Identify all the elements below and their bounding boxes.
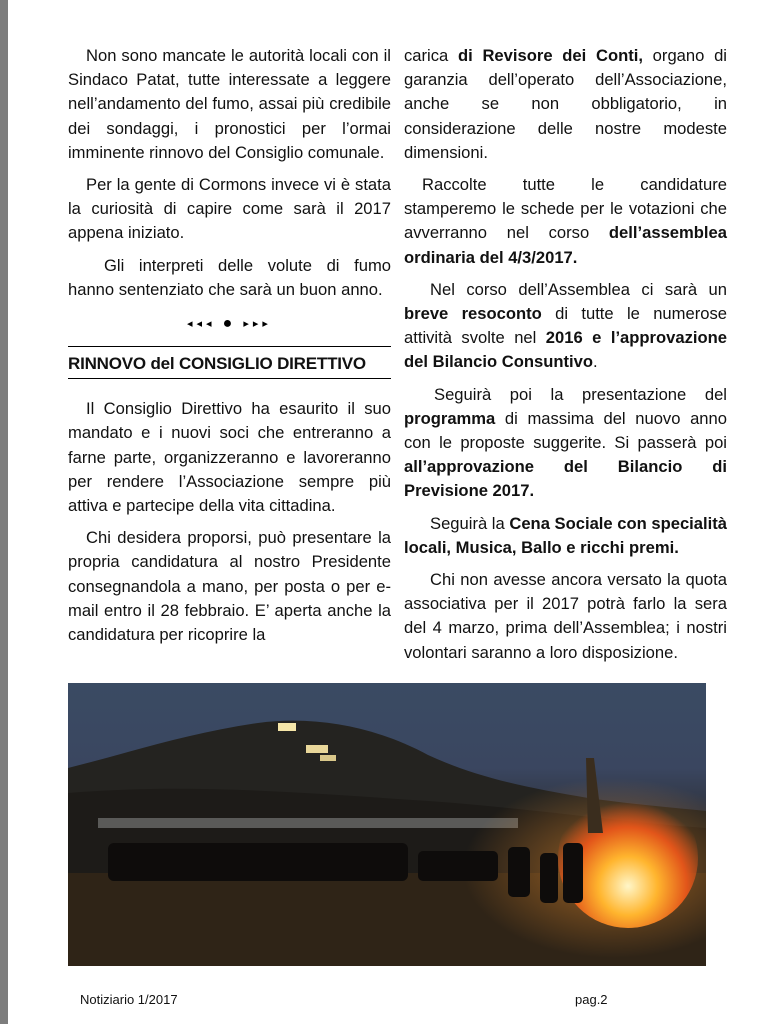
footer-page-number: pag.2 bbox=[575, 992, 608, 1007]
section-ornament bbox=[68, 312, 391, 336]
town-lights bbox=[98, 818, 518, 828]
paragraph-ballots: Raccolte tutte le candidature stamperemo le schede per le votazioni che avverranno nel corso dell’assemblea ordinaria del 4/3/2017. bbox=[404, 175, 727, 267]
page-edge bbox=[0, 0, 8, 1024]
ornament-right-arrows: ▸▸▸ bbox=[243, 318, 272, 331]
left-column bbox=[68, 44, 391, 655]
bonfire-photo-illustration bbox=[68, 683, 706, 966]
ornament-left-arrows: ◂◂◂ bbox=[187, 318, 216, 331]
paragraph-program: Seguirà poi la presentazione del programma di massima del nuovo anno con le proposte suggerite. Si passerà poi all’approvazione del Bilancio di Previsione 2017. bbox=[404, 384, 727, 501]
hill-light bbox=[306, 745, 328, 753]
paragraph-interpreters: Gli interpreti delle volute di fumo hanno sentenziato che sarà un buon anno. bbox=[68, 255, 391, 299]
paragraph-membership: Chi non avesse ancora versato la quota associativa per il 2017 potrà farlo la sera del 4 marzo, prima dell’Assemblea; i nostri volontari saranno a loro disposizione. bbox=[404, 570, 727, 662]
paragraph-candidacy: Chi desidera proporsi, può presentare la propria candidatura al nostro Presidente consegnandola a mano, per posta o per e-mail entro il 28 febbraio. E’ aperta anche la candidatura per ricoprire la bbox=[68, 528, 391, 645]
paragraph-cormons: Per la gente di Cormons invece vi è stata la curiosità di capire come sarà il 2017 appena iniziato. bbox=[68, 175, 391, 243]
paragraph-dinner: Seguirà la Cena Sociale con specialità locali, Musica, Ballo e ricchi premi. bbox=[404, 513, 727, 557]
paragraph-authorities: Non sono mancate le autorità locali con il Sindaco Patat, tutte interessate a leggere nell’andamento del fumo, assai più credibile dei sondaggi, i pronostici per l’ormai imminente rinnovo del Consiglio comunale. bbox=[68, 46, 391, 162]
section-title: RINNOVO del CONSIGLIO DIRETTIVO bbox=[68, 346, 391, 379]
paragraph-auditor: carica di Revisore dei Conti, organo di garanzia dell’operato dell’Associazione, anche se non obbligatorio, in considerazione delle nostre modeste dimensioni. bbox=[404, 46, 727, 162]
paragraph-council: Il Consiglio Direttivo ha esaurito il suo mandato e i nuovi soci che entreranno a farne parte, organizzeranno e lavoreranno per rendere l’Associazione sempre più attiva e partecipe della vita cittadina. bbox=[68, 399, 391, 516]
bonfire-photo bbox=[68, 683, 706, 966]
hill-light bbox=[278, 723, 296, 731]
paragraph-report: Nel corso dell’Assemblea ci sarà un breve resoconto di tutte le numerose attività svolte nel 2016 e l’approvazione del Bilancio Consuntivo. bbox=[404, 279, 728, 372]
footer-issue: Notiziario 1/2017 bbox=[80, 992, 178, 1007]
hill-light bbox=[320, 755, 336, 761]
ornament-dot-icon: ● bbox=[222, 315, 237, 333]
right-column bbox=[404, 44, 727, 709]
